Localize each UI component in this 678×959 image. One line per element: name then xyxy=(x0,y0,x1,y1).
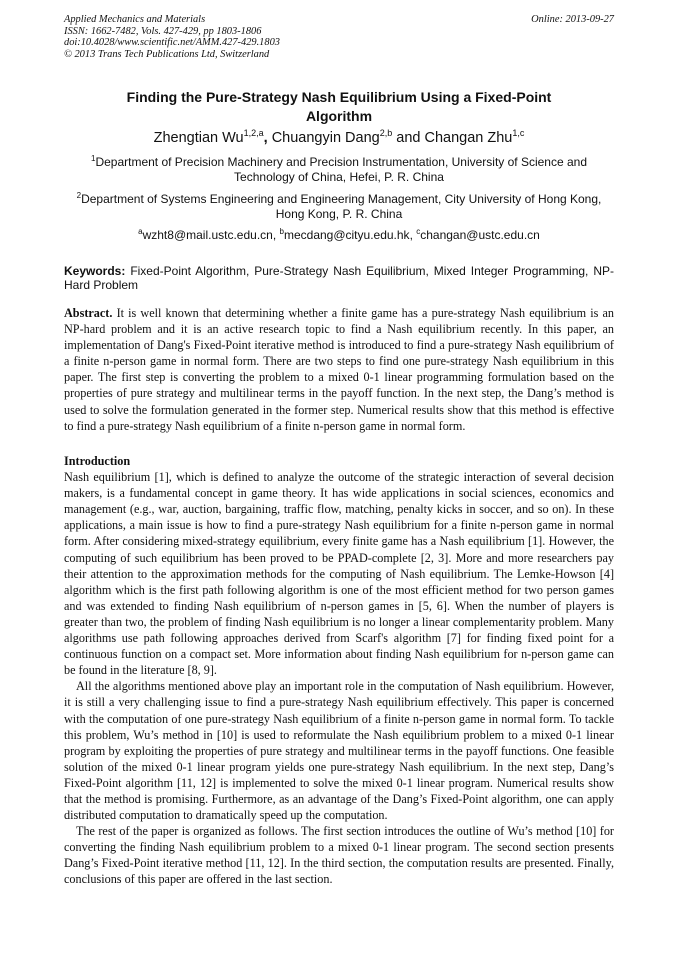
keywords-label: Keywords: xyxy=(64,264,126,278)
copyright-line: © 2013 Trans Tech Publications Ltd, Switzerland xyxy=(64,48,270,60)
doi-line: doi:10.4028/www.scientific.net/AMM.427-429.1803 xyxy=(64,37,280,49)
abstract-text: It is well known that determining whether a finite game has a pure-strategy Nash equilibrium is an NP-hard problem and it is an active research topic to find a Nash equilibrium recently. In this paper, an implementation of Dang's Fixed-Point iterative method is introduced to find a pure-strategy Nash equilibrium of a finite n-person game in normal form. There are two steps to find one pure-strategy Nash equilibrium in this paper. The first step is converting the problem to a mixed 0-1 linear programming formulation based on the properties of pure strategy and multilinear terms in the payoff function. In the next step, the Dang’s method is used to solve the formulation generated in the former step. Numerical results show that this method is effective to find a pure-strategy Nash equilibrium of a finite n-person game in normal form. xyxy=(64,306,615,433)
affiliation-text: Department of Precision Machinery and Precision Instrumentation, University of Science and Technology of China, Hefei, P. R. China xyxy=(95,155,588,184)
body-paragraph: The rest of the paper is organized as follows. The first section introduces the outline of Wu’s method [10] for converting the finding Nash equilibrium problem to a mixed 0-1 linear program. The second section presents Dang’s Fixed-Point iterative method [11, 12]. In the third section, the computation results are presented. Finally, conclusions of this paper are offered in the last section. xyxy=(64,824,614,887)
author-name: Changan Zhu xyxy=(424,130,513,146)
title-line-2: Algorithm xyxy=(305,108,373,124)
affiliation-2 xyxy=(64,192,614,222)
email-address[interactable]: changan@ustc.edu.cn xyxy=(420,228,540,242)
email-address[interactable]: wzht8@mail.ustc.edu.cn xyxy=(142,228,273,242)
online-date: Online: 2013-09-27 xyxy=(531,14,614,25)
email-marker: a xyxy=(138,227,143,236)
email-separator: , xyxy=(409,228,417,242)
keywords-block xyxy=(64,264,614,292)
paper-title xyxy=(64,88,614,126)
email-separator: , xyxy=(272,228,280,242)
affiliation-text: Department of Systems Engineering and Engineering Management, City University of Hong Kong, Hong Kong, P. R. China xyxy=(81,192,602,221)
introduction-section xyxy=(64,453,614,888)
email-marker: c xyxy=(416,227,421,236)
affiliation-marker: 2 xyxy=(76,191,82,200)
author-affiliation-marker: 1,2,a xyxy=(243,128,264,138)
keywords-text: Fixed-Point Algorithm, Pure-Strategy Nash Equilibrium, Mixed Integer Programming, NP-Hard Problem xyxy=(64,264,614,292)
abstract-block xyxy=(64,305,614,434)
author-affiliation-marker: 1,c xyxy=(512,128,525,138)
author-list xyxy=(64,128,614,148)
author-separator: and xyxy=(392,130,425,146)
affiliation-marker: 1 xyxy=(90,154,96,163)
email-marker: b xyxy=(279,227,284,236)
issn-line: ISSN: 1662-7482, Vols. 427-429, pp 1803-1806 xyxy=(64,25,262,37)
author-name: Zhengtian Wu xyxy=(153,130,244,146)
body-paragraph: All the algorithms mentioned above play an important role in the computation of Nash equilibrium. However, it is still a very challenging issue to find a pure-strategy Nash equilibrium effectively. This paper is concerned with the computation of one pure-strategy Nash equilibrium of a finite n-person game in normal form. To tackle this problem, Wu’s method in [10] is used to reformulate the Nash equilibrium problem to a mixed 0-1 linear program by exploiting the properties of pure strategy and multilinear terms in the payoff functions. One feasible solution of the mixed 0-1 linear program yields one pure-strategy Nash equilibrium. In the next step, Dang’s Fixed-Point algorithm [11, 12] is implemented to solve the mixed 0-1 linear program. Numerical results show that the method is promising. Furthermore, as an advantage of the Dang’s Fixed-Point algorithm, one can apply distributed computation to dramatically speed up the computation. xyxy=(64,679,614,823)
author-name: Chuangyin Dang xyxy=(271,130,380,146)
author-separator: , xyxy=(263,130,272,146)
journal-header xyxy=(64,14,614,60)
title-line-1: Finding the Pure-Strategy Nash Equilibrium Using a Fixed-Point xyxy=(126,89,552,105)
author-affiliation-marker: 2,b xyxy=(379,128,393,138)
journal-name: Applied Mechanics and Materials xyxy=(64,14,206,25)
affiliation-1 xyxy=(64,155,614,185)
body-paragraph: Nash equilibrium [1], which is defined to analyze the outcome of the strategic interaction of several decision makers, is a fundamental concept in game theory. It has wide applications in social sciences, economics and management (e.g., war, auction, bargaining, traffic flow, matching, penalty kicks in soccer, and so on). In these applications, a main issue is how to find a pure-strategy Nash equilibrium for a finite n-person game in normal form. After considering mixed-strategy equilibrium, every finite game has a Nash equilibrium [1]. However, the computing of such equilibrium has been proved to be PPAD-complete [2, 3]. More and more researchers pay their attention to the approximation methods for the computing of Nash equilibrium. The Lemke-Howson [4] algorithm which is the first path following algorithm is one of the most efficient method for two person games and was extended to finding Nash equilibrium of n-person games in [5, 6]. When the number of players is greater than two, the problem of finding Nash equilibrium is no longer a linear complementarity problem. Many algorithms use path following approaches derived from Scarf's algorithm [7] for finding fixed point for a continuous function on a compact set. More information about finding Nash equilibrium for n-person game can be found in the literature [8, 9]. xyxy=(64,470,614,678)
section-heading: Introduction xyxy=(64,454,131,468)
author-emails xyxy=(64,228,614,243)
abstract-label: Abstract. xyxy=(64,306,113,320)
email-address[interactable]: mecdang@cityu.edu.hk xyxy=(283,228,410,242)
